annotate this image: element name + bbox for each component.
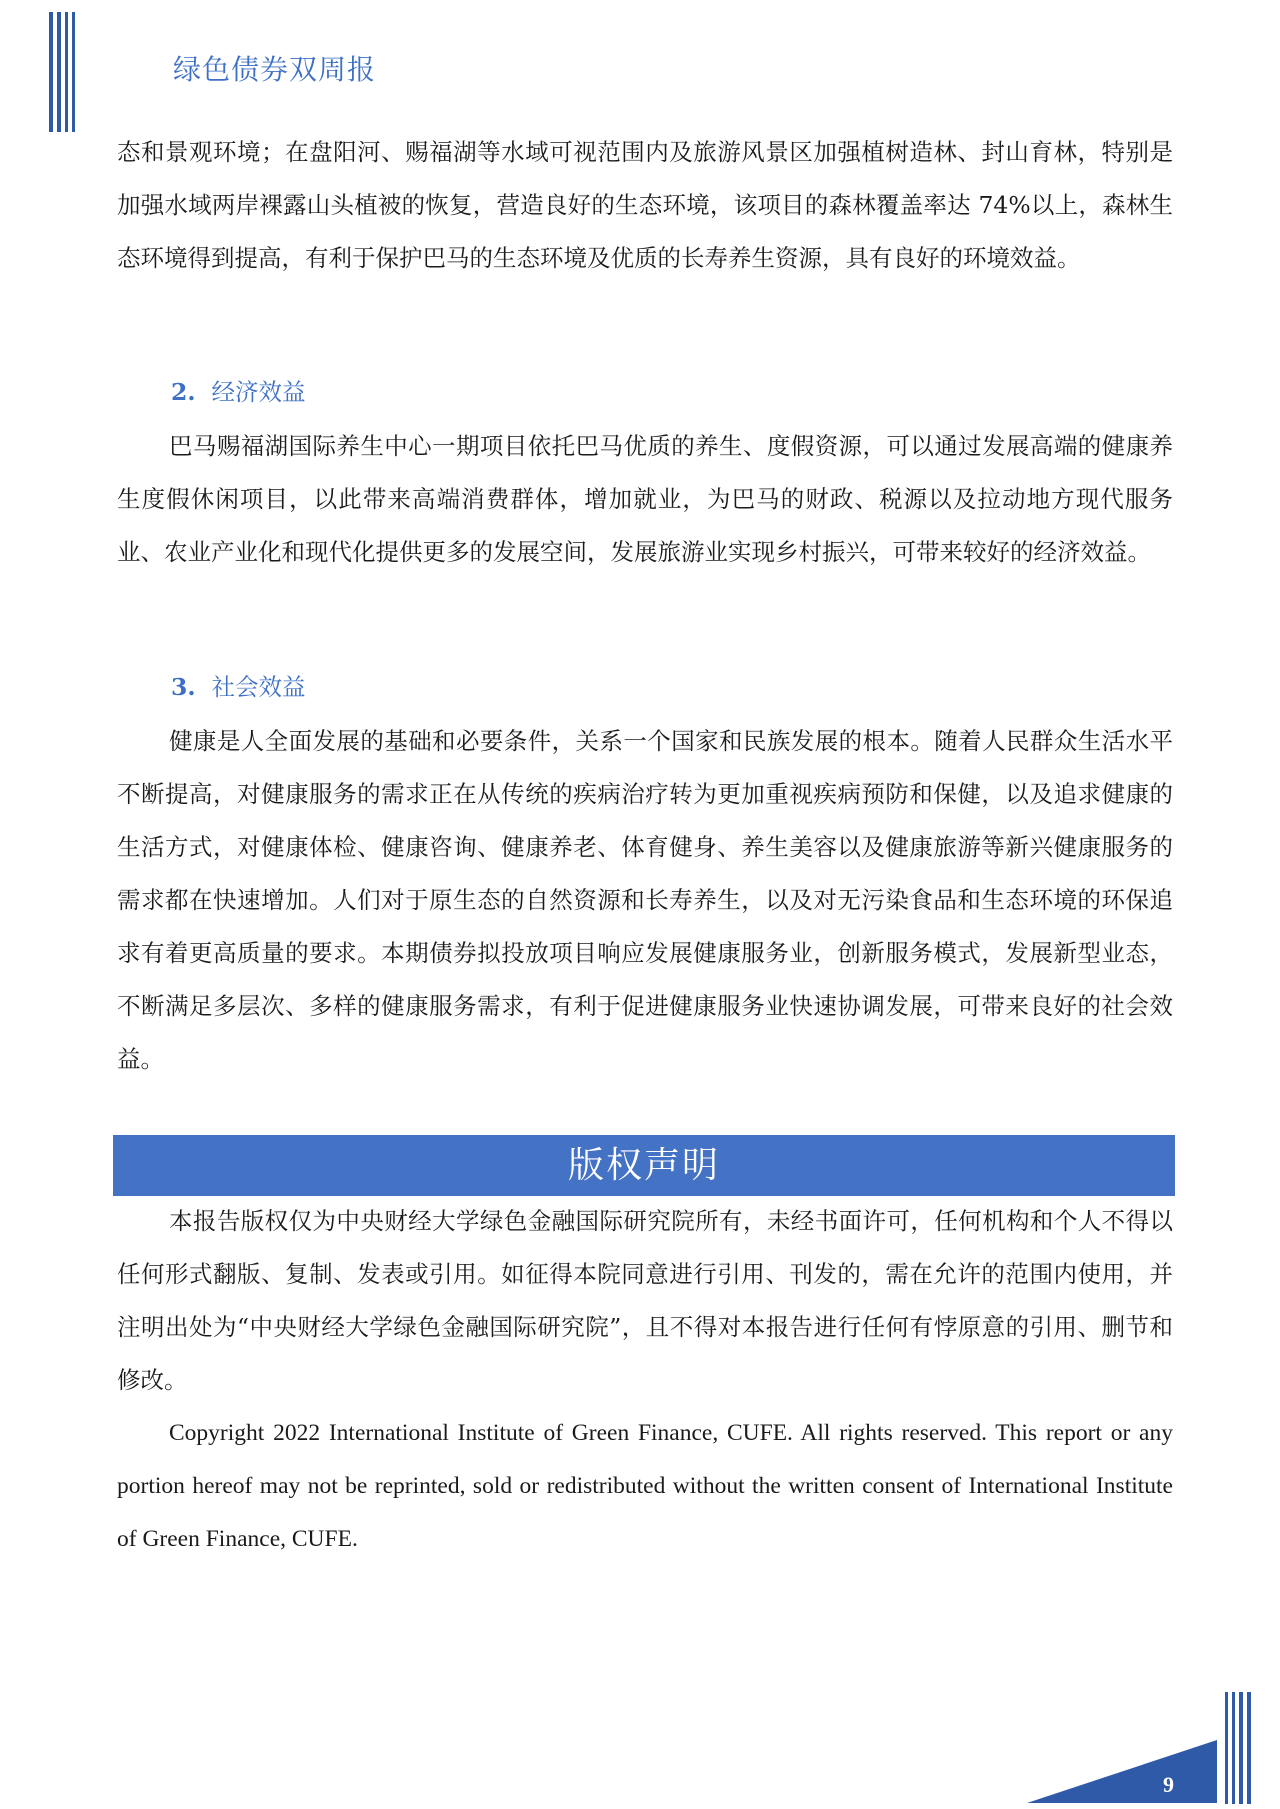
- section-title: 经济效益: [211, 378, 306, 406]
- footer-triangle: [1027, 1740, 1217, 1803]
- copyright-english: Copyright 2022 International Institute of Green Finance, CUFE. All rights reserved. This report or any portion hereof may not be reprinted, sold or redistributed without the written consent of International Institute of Green Finance, CUFE.: [117, 1420, 1173, 1552]
- intro-section: [117, 126, 1173, 285]
- header-bar: [65, 12, 68, 132]
- copyright-chinese: 本报告版权仅为中央财经大学绿色金融国际研究院所有，未经书面许可，任何机构和个人不得以任何形式翻版、复制、发表或引用。如征得本院同意进行引用、刊发的，需在允许的范围内使用，并注明出处为“中央财经大学绿色金融国际研究院”，且不得对本报告进行任何有悖原意的引用、删节和修改。: [117, 1207, 1173, 1394]
- section-heading-economic: [171, 373, 306, 407]
- footer-bar: [1232, 1692, 1235, 1804]
- section-title: 社会效益: [211, 673, 306, 701]
- section-number: 3.: [171, 673, 196, 701]
- copyright-banner: 版权声明: [113, 1135, 1175, 1196]
- page-number: 9: [1163, 1772, 1174, 1797]
- footer-decorative-bars: [1225, 1692, 1251, 1804]
- header-decorative-bars: [49, 12, 75, 132]
- footer-bar: [1225, 1692, 1228, 1804]
- header-bar: [57, 12, 61, 132]
- header-bar: [49, 12, 53, 132]
- footer-bar: [1247, 1692, 1251, 1804]
- economic-paragraph: 巴马赐福湖国际养生中心一期项目依托巴马优质的养生、度假资源，可以通过发展高端的健康养生度假休闲项目，以此带来高端消费群体，增加就业，为巴马的财政、税源以及拉动地方现代服务业、农业产业化和现代化提供更多的发展空间，发展旅游业实现乡村振兴，可带来较好的经济效益。: [117, 432, 1173, 566]
- header-bar: [72, 12, 75, 132]
- social-section: [117, 715, 1173, 1086]
- footer-bar: [1239, 1692, 1243, 1804]
- copyright-section: [117, 1195, 1173, 1566]
- economic-section: [117, 420, 1173, 579]
- social-paragraph: 健康是人全面发展的基础和必要条件，关系一个国家和民族发展的根本。随着人民群众生活水平不断提高，对健康服务的需求正在从传统的疾病治疗转为更加重视疾病预防和保健，以及追求健康的生活方式，对健康体检、健康咨询、健康养老、体育健身、养生美容以及健康旅游等新兴健康服务的需求都在快速增加。人们对于原生态的自然资源和长寿养生，以及对无污染食品和生态环境的环保追求有着更高质量的要求。本期债券拟投放项目响应发展健康服务业，创新服务模式，发展新型业态，不断满足多层次、多样的健康服务需求，有利于促进健康服务业快速协调发展，可带来良好的社会效益。: [117, 727, 1173, 1073]
- section-number: 2.: [171, 378, 196, 406]
- report-title: 绿色债券双周报: [173, 53, 377, 86]
- intro-paragraph: 态和景观环境；在盘阳河、赐福湖等水域可视范围内及旅游风景区加强植树造林、封山育林，特别是加强水域两岸裸露山头植被的恢复，营造良好的生态环境，该项目的森林覆盖率达 74%以上，森林生态环境得到提高，有利于保护巴马的生态环境及优质的长寿养生资源，具有良好的环境效益。: [117, 138, 1173, 272]
- section-heading-social: [171, 668, 306, 702]
